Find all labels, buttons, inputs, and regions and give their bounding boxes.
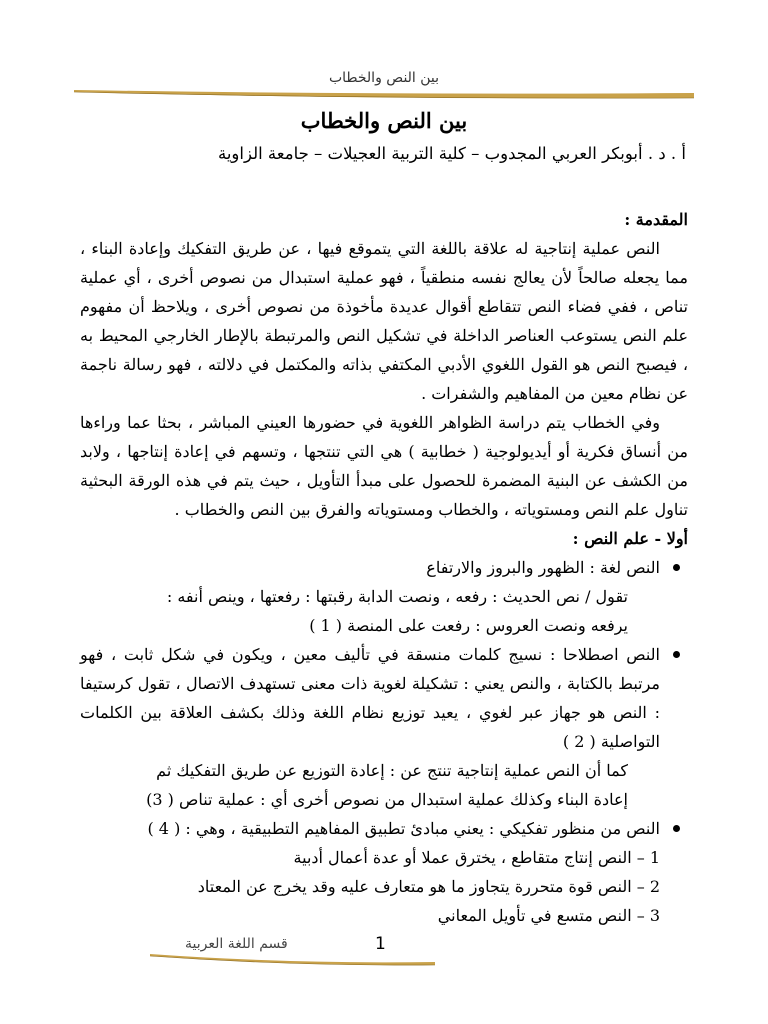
numbered-item-3: 3 – النص متسع في تأويل المعاني — [437, 906, 660, 925]
bullet-dot-icon — [673, 564, 680, 571]
bullet-one-line2: تقول / نص الحديث : رفعه ، ونصت الدابة رقبتها : رفعتها ، وينص أنفه : — [166, 587, 628, 606]
bullet-one-line1: النص لغة : الظهور والبروز والارتفاع — [426, 558, 660, 577]
intro-heading: المقدمة : — [624, 210, 688, 229]
numbered-item-2: 2 – النص قوة متحررة يتجاوز ما هو متعارف عليه وقد يخرج عن المعتاد — [197, 877, 660, 896]
bullet-text-deconstructive — [80, 814, 688, 843]
header-gold-rule — [74, 86, 694, 100]
bullet-dot-icon — [673, 651, 680, 658]
bullet-three-line1: النص من منظور تفكيكي : يعني مبادئ تطبيق المفاهيم التطبيقية ، وهي : ( 4 ) — [147, 819, 660, 838]
bullet-two-follow1: كما أن النص عملية إنتاجية تنتج عن : إعادة التوزيع عن طريق التفكيك ثم — [156, 761, 628, 780]
section-one-heading: أولا - علم النص : — [572, 529, 688, 548]
numbered-item-1: 1 – النص إنتاج متقاطع ، يخترق عملا أو عدة أعمال أدبية — [293, 848, 660, 867]
document-body — [80, 205, 688, 930]
running-header-title: بين النص والخطاب — [328, 70, 440, 86]
intro-paragraph: النص عملية إنتاجية له علاقة باللغة التي يتموقع فيها ، عن طريق التفكيك وإعادة البناء ، مما يجعله صالحاً لأن يعالج نفسه منطقياً ، فهو عملية استبدال من نصوص أخرى ، أي عملية تناص ، ففي فضاء النص تتقاطع أقوال عديدة مأخوذة من نصوص أخرى ، ويلاحظ أن مفهوم علم النص يستوعب العناصر الداخلة في تشكيل النص والمرتبطة بالإطار الخارجي المحيط به ، فيصبح النص هو القول اللغوي الأدبي المكتفي بذاته والمكتمل في دلالته ، فهو رسالة ناجمة عن نظام معين من المفاهيم والشفرات . — [80, 239, 689, 403]
bullet-text-terminology — [80, 640, 688, 756]
bullet-two-text: النص اصطلاحا : نسيج كلمات منسقة في تأليف معين ، ويكون في شكل ثابت ، فهو مرتبط بالكتابة ، والنص يعني : تشكيلة لغوية ذات معنى تستهدف الاتصال ، تقول كرستيفا : النص هو جهاز عبر لغوي ، يعيد توزيع نظام اللغة وذلك بكشف العلاقة بين الكلمات التواصلية ( 2 ) — [80, 645, 660, 751]
discourse-paragraph: وفي الخطاب يتم دراسة الظواهر اللغوية في حضورها العيني المباشر ، بحثا عما وراءها من أنساق فكرية أو أيديولوجية ( خطابية ) هي التي تنتجها ، وتسهم في إعادة إنتاجها ، ولابد من الكشف عن البنية المضمرة للحصول على مبدأ التأويل ، حيث يتم في هذه الورقة البحثية تناول علم النص ومستوياته ، والخطاب ومستوياته والفرق بين النص والخطاب . — [80, 413, 689, 519]
bullet-two-follow2: إعادة البناء وكذلك عملية استبدال من نصوص أخرى أي : عملية تناص ( 3) — [146, 790, 628, 809]
document-title: بين النص والخطاب — [300, 108, 468, 133]
bullet-text-linguistic — [80, 553, 688, 582]
footer-department: قسم اللغة العربية — [185, 936, 288, 952]
bullet-dot-icon — [673, 825, 680, 832]
footer-page-number: 1 — [375, 934, 386, 954]
author-line: أ . د . أبوبكر العربي المجدوب – كلية التربية العجيلات – جامعة الزاوية — [217, 144, 686, 163]
bullet-one-line3: يرفعه ونصت العروس : رفعت على المنصة ( 1 ) — [309, 616, 628, 635]
